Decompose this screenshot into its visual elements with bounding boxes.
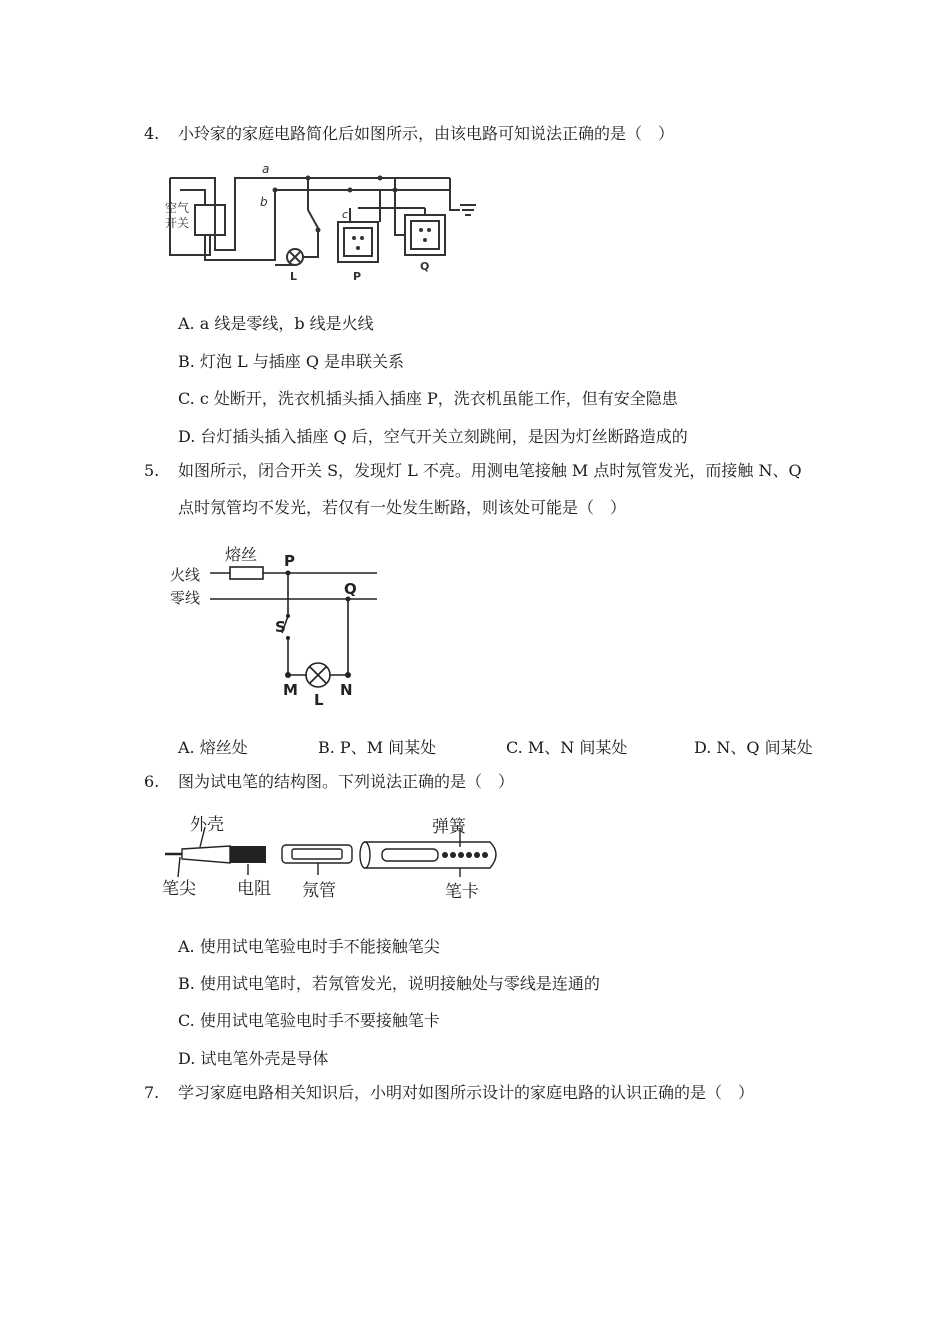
- q5-option-b: B. P、M 间某处: [318, 738, 437, 757]
- resistor-block: [230, 846, 266, 863]
- q4-option-b: B. 灯泡 L 与插座 Q 是串联关系: [178, 352, 405, 371]
- question-4-number: 4.: [144, 124, 160, 143]
- q6-option-b: B. 使用试电笔时，若氖管发光，说明接触处与零线是连通的: [178, 974, 600, 993]
- q5-option-d: D. N、Q 间某处: [694, 738, 813, 757]
- q6-option-c: C. 使用试电笔验电时手不要接触笔卡: [178, 1011, 440, 1030]
- label-lamp-l: L: [314, 691, 324, 708]
- question-6-text: 图为试电笔的结构图。下列说法正确的是（ ）: [178, 772, 515, 791]
- q6-option-a: A. 使用试电笔验电时手不能接触笔尖: [178, 937, 440, 956]
- label-neutral-wire: 零线: [170, 589, 201, 607]
- q5-option-a: A. 熔丝处: [178, 738, 248, 757]
- q4-option-c: C. c 处断开，洗衣机插头插入插座 P，洗衣机虽能工作，但有安全隐患: [178, 389, 678, 408]
- label-tip: 笔尖: [162, 879, 196, 899]
- question-5-text-line2: 点时氖管均不发光，若仅有一处发生断路，则该处可能是（ ）: [178, 498, 627, 517]
- question-7-text: 学习家庭电路相关知识后，小明对如图所示设计的家庭电路的认识正确的是（ ）: [178, 1083, 755, 1102]
- test-pen-structure-figure: [160, 812, 510, 907]
- q4-option-a: A. a 线是零线，b 线是火线: [178, 314, 374, 333]
- label-a: a: [262, 162, 270, 176]
- label-m: M: [283, 681, 298, 699]
- fuse-circuit-figure: [165, 538, 385, 708]
- label-socket-q: Q: [420, 260, 430, 273]
- label-fuse: 熔丝: [225, 545, 258, 564]
- label-live-wire: 火线: [170, 566, 201, 584]
- question-6-number: 6.: [144, 772, 160, 791]
- label-switch-s: S: [275, 618, 286, 636]
- label-shell: 外壳: [190, 815, 224, 835]
- label-neon: 氖管: [302, 881, 336, 901]
- air-switch-label-1: 空气: [165, 201, 190, 215]
- household-circuit-figure: [160, 160, 490, 285]
- question-7-number: 7.: [144, 1083, 160, 1102]
- fuse-symbol: [230, 567, 263, 579]
- pen-clip: [382, 849, 438, 861]
- label-lamp: L: [290, 270, 298, 283]
- label-resistor: 电阻: [237, 879, 271, 899]
- question-5-number: 5.: [144, 461, 160, 480]
- label-p: P: [284, 552, 295, 570]
- air-switch-label-2: 开关: [165, 216, 190, 230]
- q6-option-d: D. 试电笔外壳是导体: [178, 1049, 329, 1068]
- q5-option-c: C. M、N 间某处: [506, 738, 628, 757]
- label-spring: 弹簧: [432, 817, 466, 837]
- question-4-text: 小玲家的家庭电路简化后如图所示，由该电路可知说法正确的是（ ）: [178, 124, 675, 143]
- label-n: N: [340, 681, 353, 699]
- label-clip: 笔卡: [445, 882, 479, 902]
- label-socket-p: P: [353, 270, 362, 283]
- label-q: Q: [344, 580, 357, 598]
- pen-shell: [182, 846, 230, 863]
- air-switch-box: [195, 205, 225, 235]
- question-5-text-line1: 如图所示，闭合开关 S，发现灯 L 不亮。用测电笔接触 M 点时氖管发光，而接触 N、Q: [178, 461, 802, 480]
- label-b: b: [260, 195, 268, 209]
- q4-option-d: D. 台灯插头插入插座 Q 后，空气开关立刻跳闸，是因为灯丝断路造成的: [178, 427, 688, 446]
- label-c: c: [342, 208, 349, 221]
